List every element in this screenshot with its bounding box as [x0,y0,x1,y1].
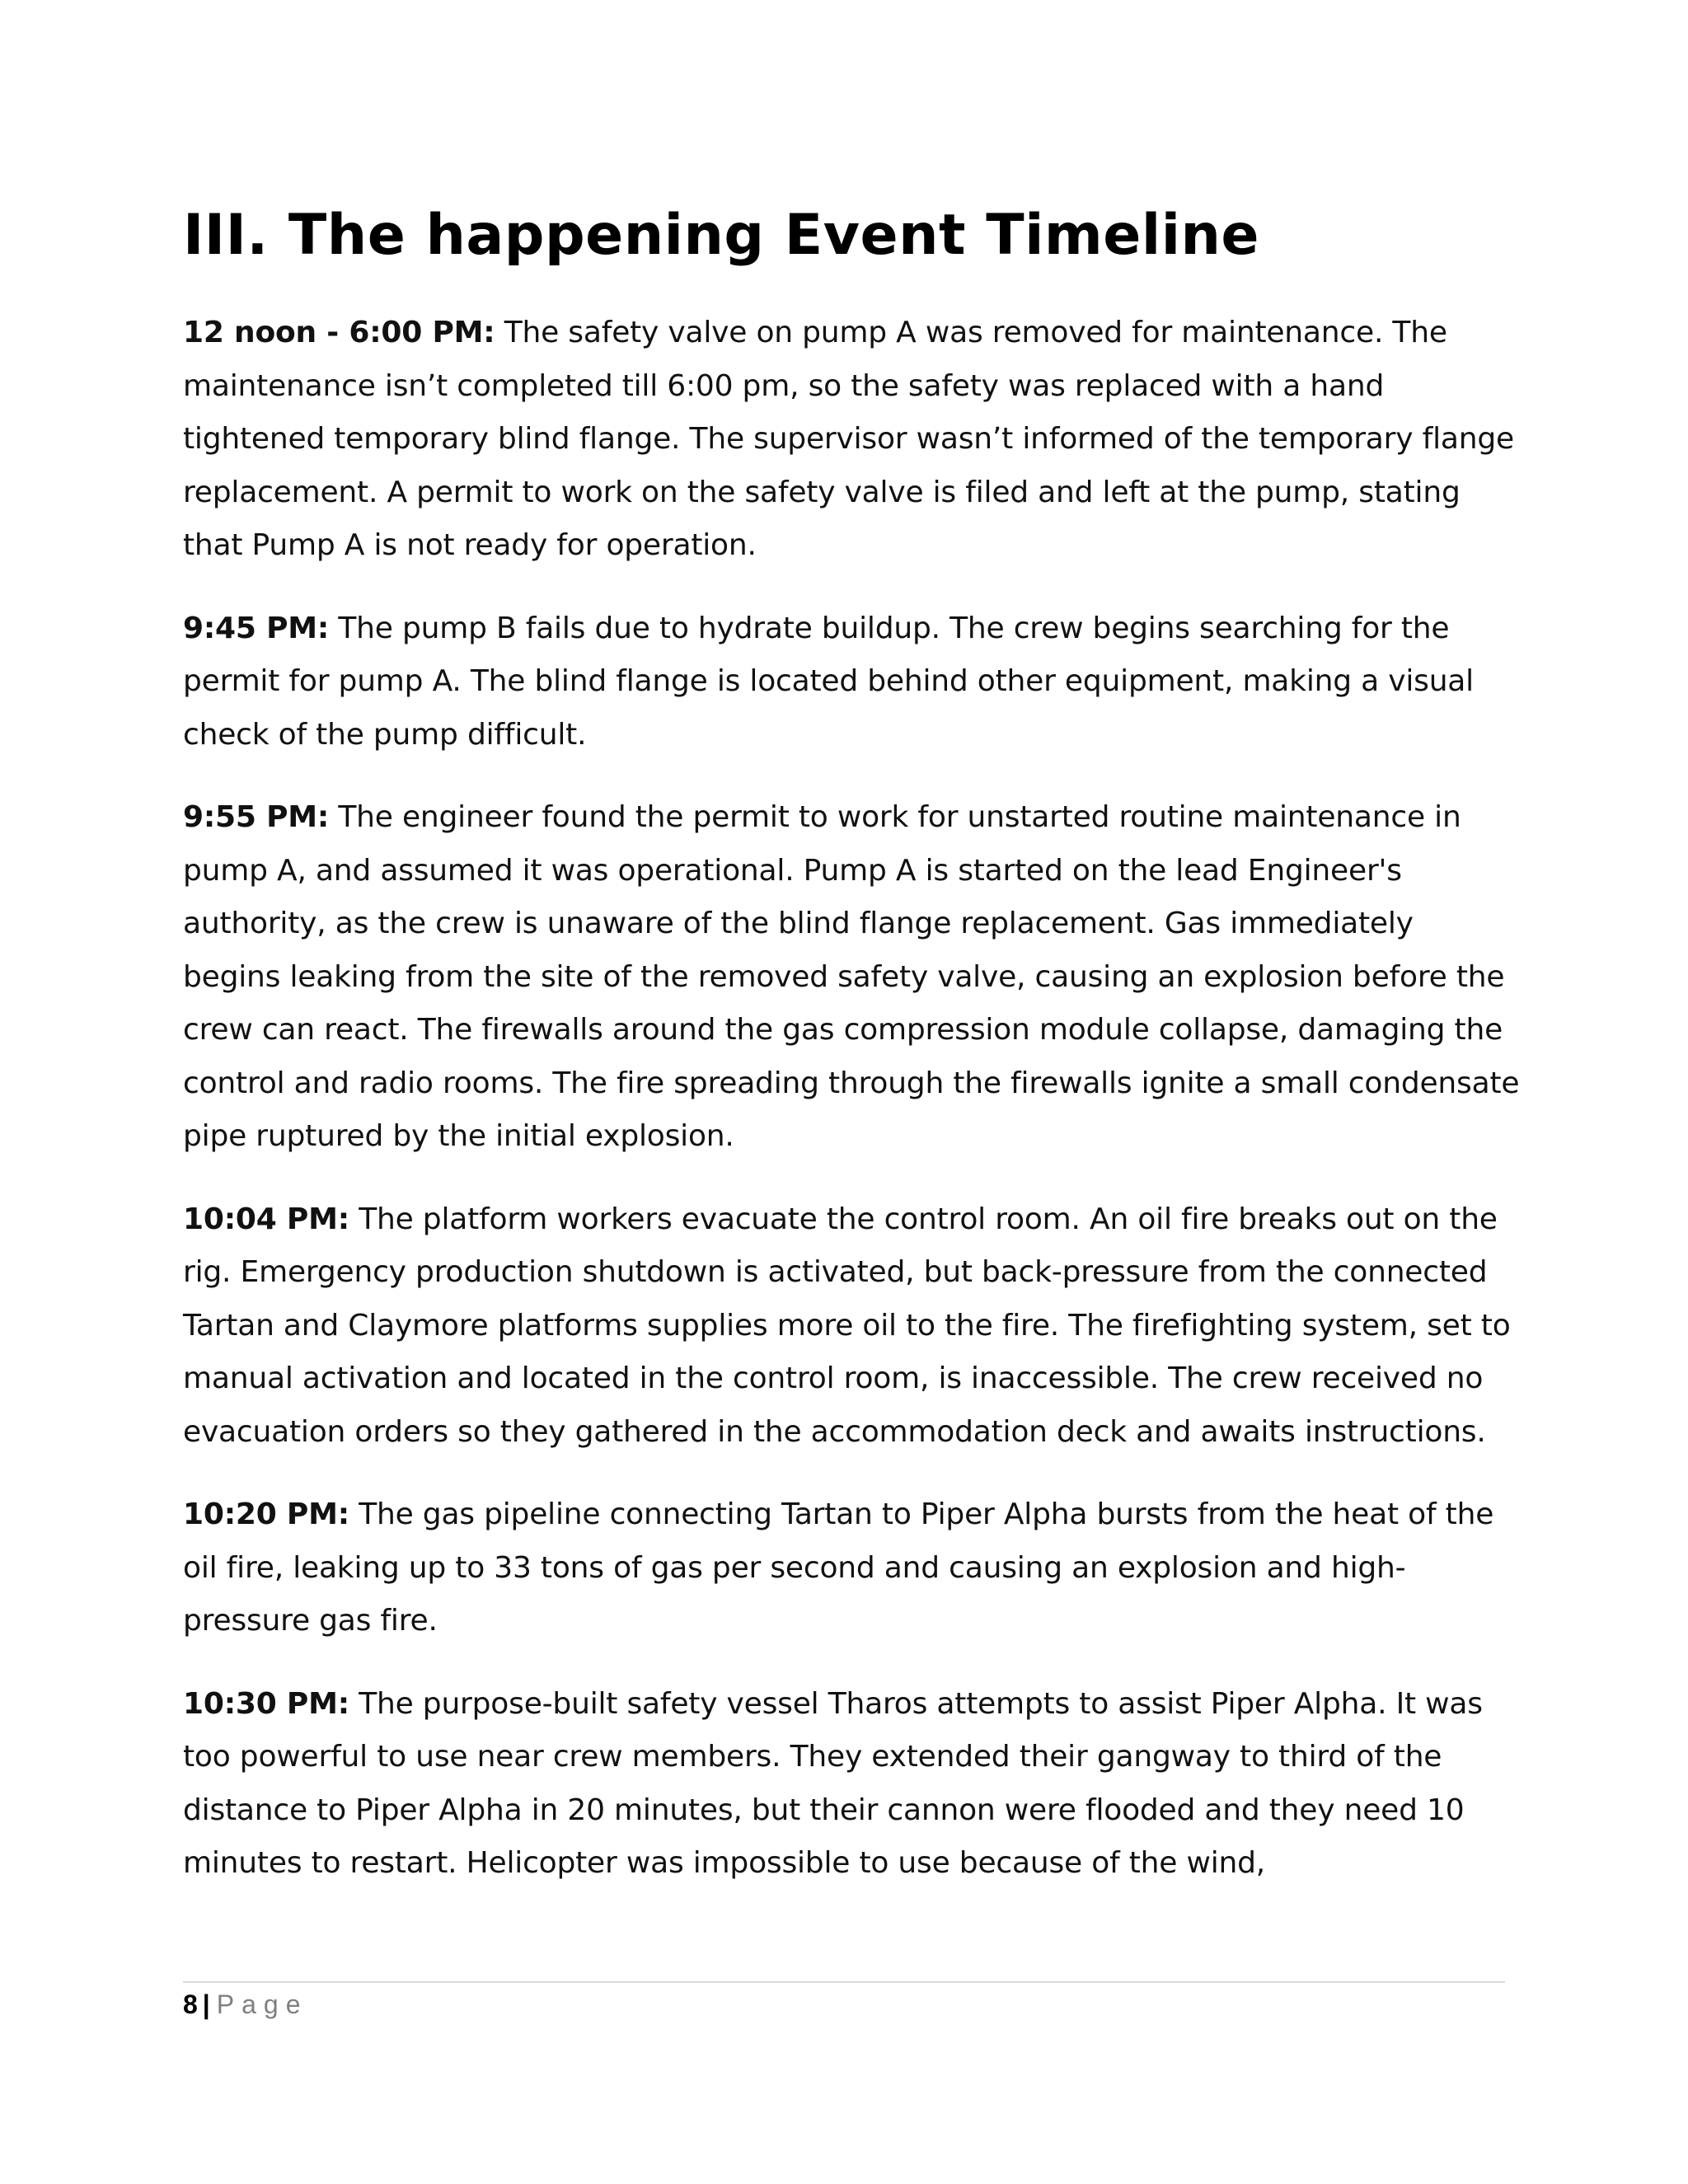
timeline-entry [183,1488,1520,1648]
entry-time: 10:20 PM: [183,1497,349,1531]
page-label: Page [216,1990,308,2019]
entry-text: The gas pipeline connecting Tartan to Piper Alpha bursts from the heat of the oil fire, leaking up to 33 tons of gas per second and causing an explosion and high-pressure gas fire. [183,1497,1494,1638]
entry-text: The engineer found the permit to work for unstarted routine maintenance in pump A, and assumed it was operational. Pump A is started on the lead Engineer's authority, as the crew is unaware of the blind flange replacement. Gas immediately begins leaking from the site of the removed safety valve, causing an explosion before the crew can react. The firewalls around the gas compression module collapse, damaging the control and radio rooms. The fire spreading through the firewalls ignite a small condensate pipe ruptured by the initial explosion. [183,800,1520,1153]
entry-time: 9:45 PM: [183,611,330,645]
entry-text: The platform workers evacuate the control room. An oil fire breaks out on the rig. Emergency production shutdown is activated, but back-pressure from the connected Tartan and Claymore platforms supplies more oil to the fire. The firefighting system, set to manual activation and located in the control room, is inaccessible. The crew received no evacuation orders so they gathered in the accommodation deck and awaits instructions. [183,1202,1511,1449]
page-footer [183,1986,307,2022]
timeline-entry [183,791,1520,1164]
timeline-entry [183,1678,1520,1891]
entry-time: 9:55 PM: [183,800,330,834]
timeline-entry [183,1193,1520,1460]
entry-text: The safety valve on pump A was removed for maintenance. The maintenance isn’t completed till 6:00 pm, so the safety was replaced with a hand tightened temporary blind flange. The supervisor wasn’t informed of the temporary flange replacement. A permit to work on the safety valve is filed and left at the pump, stating that Pump A is not ready for operation. [183,316,1514,562]
timeline-entry [183,602,1520,762]
entry-time: 10:30 PM: [183,1686,349,1721]
footer-divider [183,1981,1505,1983]
timeline-entries [183,307,1520,1920]
entry-time: 10:04 PM: [183,1202,349,1236]
entry-text: The pump B fails due to hydrate buildup. The crew begins searching for the permit for pump A. The blind flange is located behind other equipment, making a visual check of the pump difficult. [183,611,1474,752]
entry-text: The purpose-built safety vessel Tharos attempts to assist Piper Alpha. It was too powerful to use near crew members. They extended their gangway to third of the distance to Piper Alpha in 20 minutes, but their cannon were flooded and they need 10 minutes to restart. Helicopter was impossible to use because of the wind, [183,1686,1483,1880]
section-heading: III. The happening Event Timeline [183,203,1260,268]
footer-separator: | [202,1990,210,2019]
page-number: 8 [183,1990,198,2019]
entry-time: 12 noon - 6:00 PM: [183,316,495,349]
timeline-entry [183,307,1520,573]
